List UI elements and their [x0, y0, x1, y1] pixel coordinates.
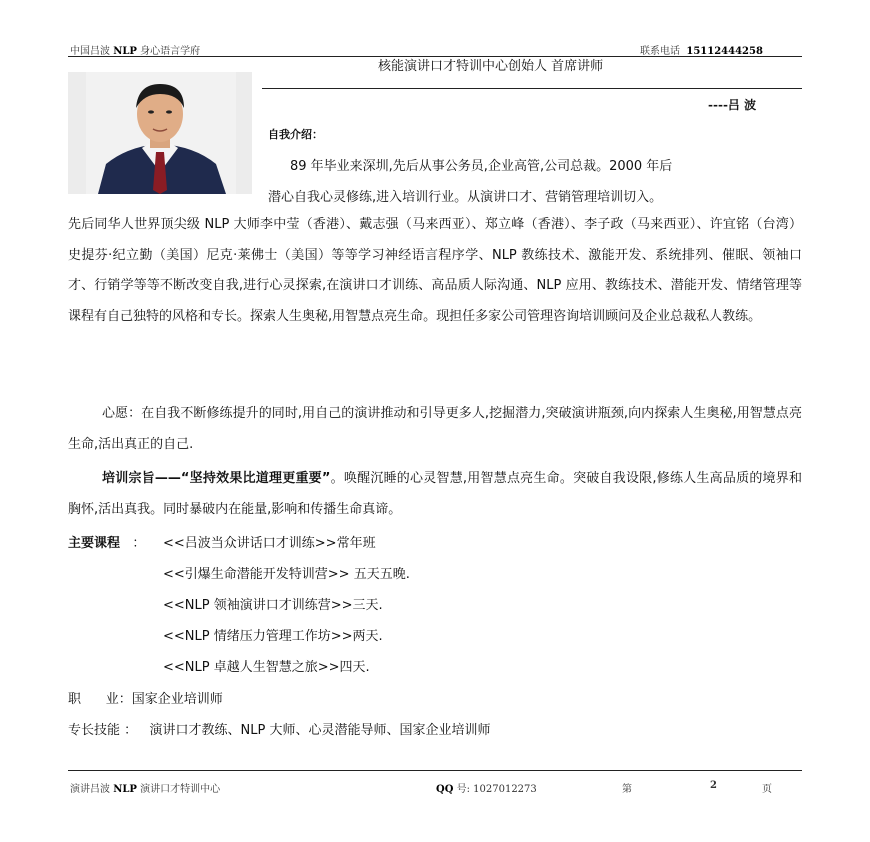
intro-line-2: 潜心自我心灵修练,进入培训行业。从演讲口才、营销管理培训切入。 — [268, 190, 663, 205]
course-item: <<引爆生命潜能开发特训营>> 五天五晚. — [163, 567, 410, 582]
portrait-photo — [68, 72, 252, 194]
course-item: <<NLP 领袖演讲口才训练营>>三天. — [163, 598, 383, 613]
footer-page-prefix: 第 — [622, 784, 632, 795]
skills-line — [68, 719, 491, 738]
footer-nlp: NLP — [113, 784, 137, 795]
skills-value: 演讲口才教练、NLP 大师、心灵潜能导师、国家企业培训师 — [149, 723, 491, 738]
footer-qq: QQ 号: 1027012273 — [436, 784, 537, 795]
purpose-label: 培训宗旨——“坚持效果比道理更重要” — [102, 471, 331, 486]
course-item: <<吕波当众讲话口才训练>>常年班 — [163, 536, 376, 551]
header-left: 中国吕波 NLP 身心语言学府 — [70, 46, 201, 57]
page-title: 核能演讲口才特训中心创始人 首席讲师 — [378, 59, 604, 74]
header-right: 联系电话 15112444258 — [640, 46, 763, 57]
purpose-paragraph — [68, 464, 802, 525]
footer-page-number: 2 — [710, 780, 717, 791]
footer-rule — [68, 770, 802, 771]
courses-label: 主要课程 — [68, 536, 121, 551]
header-nlp: NLP — [113, 46, 137, 57]
intro-heading: 自我介绍： — [268, 128, 323, 141]
position-line — [68, 688, 223, 707]
wish-paragraph: 心愿：在自我不断修练提升的同时,用自己的演讲推动和引导更多人,挖掘潜力,突破演讲瓶颈,向内探索人生奥秘,用智慧点亮生命,活出真正的自己. — [68, 406, 802, 452]
footer-left: 演讲吕波 NLP 演讲口才特训中心 — [70, 784, 221, 795]
intro-paragraph: 先后同华人世界顶尖级 NLP 大师李中莹（香港）、戴志强（马来西亚）、郑立峰（香港）、李子政（马来西亚）、许宜铭（台湾）史提芬·纪立勤（美国）尼克·莱佛士（美国）等等学习神经语言程序学、NLP 教练技术、激能开发、系统排列、催眠、领袖口才、行销学等等不断改变自我,进行心灵探索,在演讲口才训练、高品质人际沟通、NLP 应用、教练技术、潜能开发、情绪管理等课程有自己独特的风格和专长。探索人生奥秘,用智慧点亮生命。现担任多家公司管理咨询培训顾问及企业总裁私人教练。 — [68, 217, 802, 324]
intro-line-1: 89 年毕业来深圳,先后从事公务员,企业高管,公司总裁。2000 年后 — [290, 159, 673, 174]
purpose-text: 。唤醒沉睡的心灵智慧,用智慧点亮生命。突破自我设限,修练人生高品质的境界和胸怀,活出真我。同时暴破内在能量,影响和传播生命真谛。 — [68, 471, 803, 517]
header-phone: 15112444258 — [686, 46, 763, 57]
courses-label-line: 主要课程 ： — [68, 536, 146, 551]
position-label: 职 业： — [68, 692, 132, 707]
position-value: 国家企业培训师 — [131, 692, 223, 707]
signature: ----吕 波 — [708, 98, 757, 112]
portrait-image — [68, 72, 252, 194]
footer-qq-label: QQ — [436, 784, 454, 795]
title-rule — [262, 88, 802, 89]
skills-label: 专长技能 ： — [68, 723, 138, 738]
course-item: <<NLP 情绪压力管理工作坊>>两天. — [163, 629, 383, 644]
footer-page-suffix: 页 — [762, 784, 772, 795]
course-item: <<NLP 卓越人生智慧之旅>>四天. — [163, 660, 370, 675]
